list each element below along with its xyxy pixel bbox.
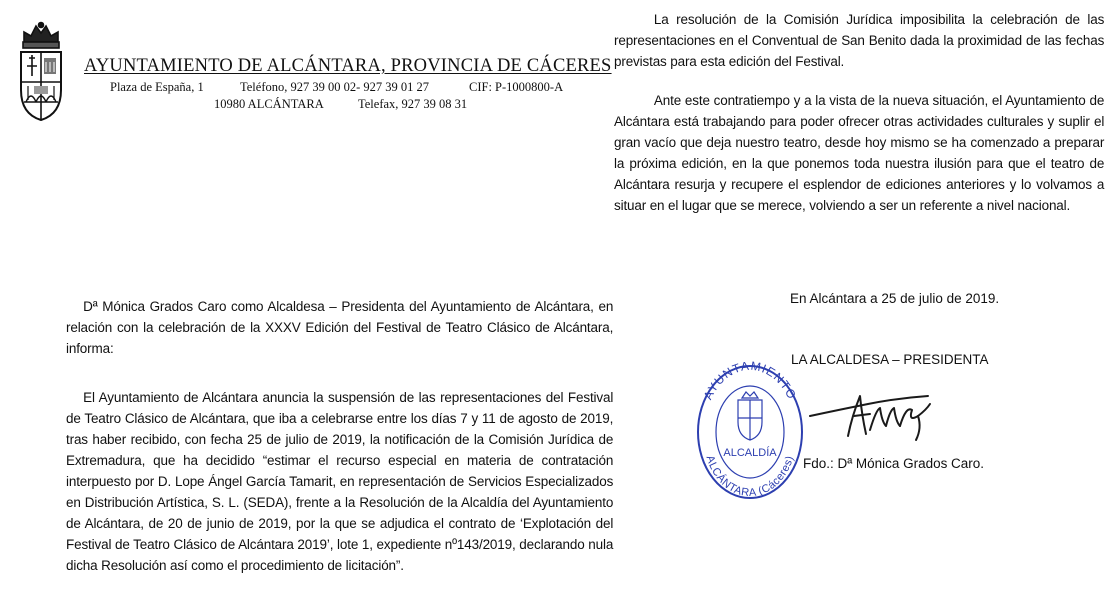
fax-number: Telefax, 927 39 08 31 xyxy=(358,97,468,111)
announcement-paragraph: El Ayuntamiento de Alcántara anuncia la suspensión de las representaciones del Festival de Teatro Clásico de Alcántara, que iba a celebrarse entre los días 7 y 11 de agosto de 2019, tras haber recibido, con fecha 25 de julio de 2019, la notificación de la Comisión Jurídica de Extremadura, que ha decidido “estimar el recurso especial en materia de contratación interpuesto por D. Lope Ángel García Tamarit, en representación de Servicios Especializados en Distribución Artística, S. L. (SEDA), frente a la Resolución de la Alcaldía del Ayuntamiento de Alcántara, de 20 de junio de 2019, por la que se adjudica el contrato de ‘Explotación del Festival de Teatro Clásico de Alcántara 2019’, lote 1, expediente nº143/2019, declarando nula dicha Resolución así como el procedimiento de licitación”. xyxy=(66,390,614,574)
intro-paragraph: Dª Mónica Grados Caro como Alcaldesa – Presidenta del Ayuntamiento de Alcántara, en relación con la celebración de la XXXV Edición del Festival de Teatro Clásico de Alcántara, informa: xyxy=(66,299,614,357)
handwritten-signature xyxy=(808,386,948,442)
stamp-top-text: AYUNTAMIENTO xyxy=(700,358,800,402)
cif-number: CIF: P-1000800-A xyxy=(469,80,564,94)
signed-by: Fdo.: Dª Mónica Grados Caro. xyxy=(803,456,985,472)
address: Plaza de España, 1 xyxy=(110,80,204,94)
situation-paragraph: Ante este contratiempo y a la vista de la nueva situación, el Ayuntamiento de Alcántara está trabajando para poder ofrecer otras actividades culturales y suplir el gran vacío que deja nuestro teatro, desde hoy mismo se ha comenzado a preparar la próxima edición, en la que ponemos toda nuestra ilusión para que el teatro de Alcántara resurja y recupere el esplendor de ediciones anteriores y lo volvamos a situar en el lugar que se merece, volviendo a ser un referente a nivel nacional. xyxy=(614,93,1105,214)
organization-title: AYUNTAMIENTO DE ALCÁNTARA, PROVINCIA DE CÁCERES xyxy=(84,56,612,76)
stamp-shield-icon xyxy=(738,392,762,440)
stamp-center-text: ALCALDÍA xyxy=(723,447,777,459)
signer-title: LA ALCALDESA – PRESIDENTA xyxy=(791,352,989,368)
stamp-bottom-text: ALCÁNTARA (Cáceres) xyxy=(703,454,797,500)
resolution-paragraph: La resolución de la Comisión Jurídica imposibilita la celebración de las representaciones en el Conventual de San Benito dada la proximidad de las fechas previstas para esta edición del Festival. xyxy=(614,12,1105,70)
official-stamp xyxy=(692,352,808,508)
svg-text:ALCÁNTARA (Cáceres) xyxy=(704,454,797,499)
postal-address: 10980 ALCÁNTARA xyxy=(214,97,324,111)
coat-of-arms-icon xyxy=(14,20,68,124)
phone-numbers: Teléfono, 927 39 00 02- 927 39 01 27 xyxy=(240,80,430,94)
date-line: En Alcántara a 25 de julio de 2019. xyxy=(790,291,1000,307)
